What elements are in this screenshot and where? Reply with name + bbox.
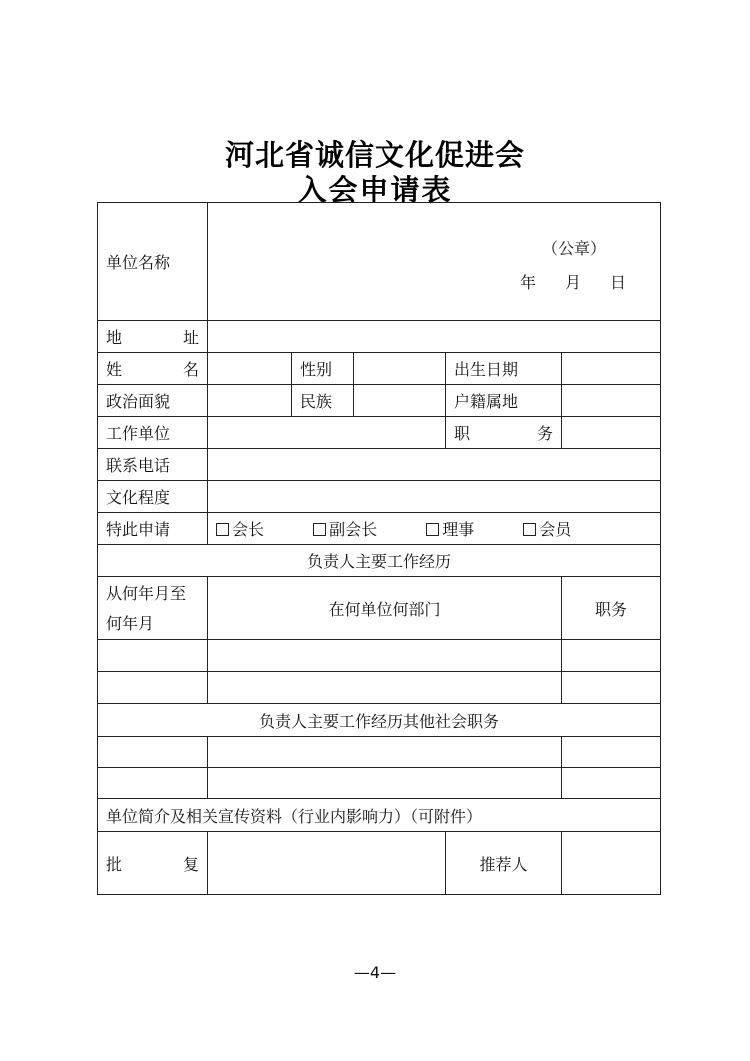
page-number: —4— [353,963,397,982]
option-vice-president[interactable]: 副会长 [313,517,377,540]
work-unit-field[interactable] [208,417,446,449]
political-status-field[interactable] [208,385,292,417]
unit-name-label: 单位名称 [98,203,208,321]
table-row [98,768,661,799]
education-label: 文化程度 [98,481,208,513]
position-label: 职 务 [446,417,562,449]
table-row [98,640,661,672]
hukou-label: 户籍属地 [446,385,562,417]
checkbox[interactable] [523,523,536,536]
period-header: 从何年月至何年月 [98,577,208,640]
department-cell[interactable] [208,672,562,704]
option-director[interactable]: 理事 [426,517,474,540]
work-unit-label: 工作单位 [98,417,208,449]
social-period-cell[interactable] [98,737,208,768]
checkbox[interactable] [313,523,326,536]
period-cell[interactable] [98,672,208,704]
approval-label: 批 复 [98,832,208,895]
unit-intro-label: 单位简介及相关宣传资料（行业内影响力）（可附件） [98,799,661,832]
period-cell[interactable] [98,640,208,672]
social-duty-cell[interactable] [562,768,661,799]
checkbox[interactable] [216,523,229,536]
apply-label: 特此申请 [98,513,208,545]
duty-cell[interactable] [562,640,661,672]
name-label: 姓 名 [98,353,208,385]
option-president[interactable]: 会长 [216,517,264,540]
gender-field[interactable] [354,353,446,385]
application-form-table [97,202,661,895]
birth-date-field[interactable] [562,353,661,385]
table-row [98,737,661,768]
address-label: 地 址 [98,321,208,353]
political-status-label: 政治面貌 [98,385,208,417]
form-subtitle: 入会申请表 [297,173,453,207]
seal-date: 年 月 日 [520,273,627,292]
option-member[interactable]: 会员 [523,517,571,540]
social-period-cell[interactable] [98,768,208,799]
form-title: 河北省诚信文化促进会 [224,138,525,172]
education-field[interactable] [208,481,661,513]
social-department-cell[interactable] [208,768,562,799]
experience-heading: 负责人主要工作经历 [98,545,661,577]
name-field[interactable] [208,353,292,385]
social-department-cell[interactable] [208,737,562,768]
recommender-label: 推荐人 [446,832,562,895]
gender-label: 性别 [292,353,354,385]
recommender-field[interactable] [562,832,661,895]
ethnicity-field[interactable] [354,385,446,417]
approval-field[interactable] [208,832,446,895]
phone-label: 联系电话 [98,449,208,481]
department-cell[interactable] [208,640,562,672]
unit-name-field[interactable] [208,203,661,321]
social-duties-heading: 负责人主要工作经历其他社会职务 [98,704,661,737]
birth-date-label: 出生日期 [446,353,562,385]
hukou-field[interactable] [562,385,661,417]
social-duty-cell[interactable] [562,737,661,768]
duty-cell[interactable] [562,672,661,704]
ethnicity-label: 民族 [292,385,354,417]
address-field[interactable] [208,321,661,353]
membership-options [208,513,661,545]
duty-header: 职务 [562,577,661,640]
phone-field[interactable] [208,449,661,481]
position-field[interactable] [562,417,661,449]
table-row [98,672,661,704]
official-seal-text: （公章） [542,239,607,258]
department-header: 在何单位何部门 [208,577,562,640]
checkbox[interactable] [426,523,439,536]
